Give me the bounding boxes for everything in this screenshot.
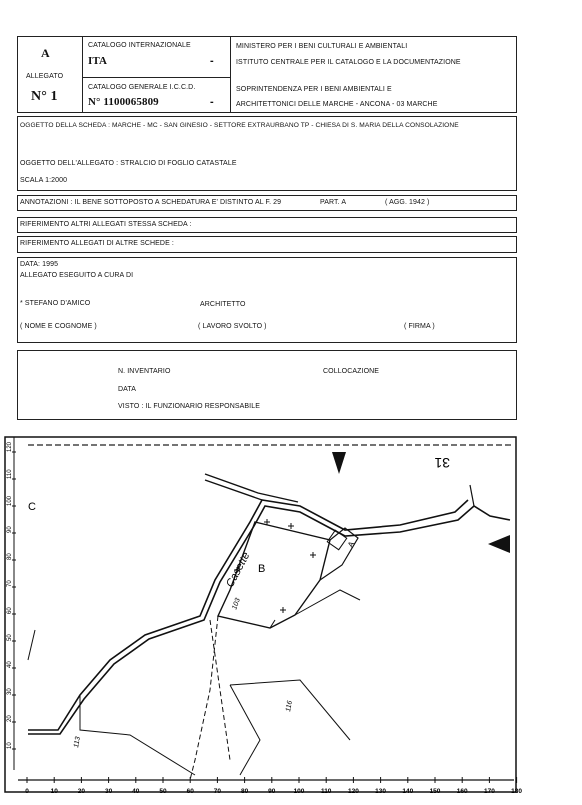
parcel-line-6 [80, 695, 195, 775]
riferimento-stessa-text: RIFERIMENTO ALTRI ALLEGATI STESSA SCHEDA : [20, 221, 192, 228]
parcel-b-label: B [258, 563, 266, 575]
road-north-2 [205, 474, 298, 502]
allegato-letter: A [41, 46, 50, 60]
parcel-c-label: C [28, 501, 36, 513]
header-divider-1 [82, 36, 83, 113]
left-tick-label: 40 [7, 661, 13, 668]
allegato-label: ALLEGATO [26, 73, 64, 80]
bottom-tick-label: 30 [104, 788, 113, 795]
catalogo-internazionale-value: ITA [88, 55, 108, 67]
left-tick-label: 90 [7, 526, 13, 533]
parcel-103-label: 103 [231, 597, 242, 611]
scala-text: SCALA 1:2000 [20, 177, 68, 184]
catalogo-generale-value: N° 1100065809 [88, 96, 159, 108]
parcel-line-8 [28, 630, 35, 660]
left-tick-label: 20 [7, 715, 13, 722]
nome-value: * STEFANO D'AMICO [20, 300, 91, 307]
parcel-113-label: 113 [73, 736, 82, 749]
annotazioni-part: PART. A [320, 199, 347, 206]
bottom-tick-label: 170 [483, 788, 495, 795]
road-label: Casette [224, 550, 253, 590]
bottom-tick-label: 130 [375, 788, 387, 795]
left-tick-label: 110 [7, 469, 13, 479]
soprintendenza-line-2: ARCHITETTONICI DELLE MARCHE - ANCONA - 03 MARCHE [236, 101, 438, 108]
left-scale-ticks [7, 441, 16, 749]
parcel-a-label: A [345, 539, 357, 549]
inventario-data: DATA [118, 386, 137, 393]
bottom-tick-label: 40 [132, 788, 140, 795]
bottom-tick-label: 160 [456, 788, 468, 795]
allegato-number: N° 1 [31, 89, 58, 104]
bottom-tick-label: 110 [320, 788, 332, 795]
bottom-tick-label: 180 [511, 788, 523, 795]
left-tick-label: 80 [7, 553, 13, 560]
lavoro-label: ( LAVORO SVOLTO ) [198, 323, 267, 330]
dash-2: - [210, 96, 214, 108]
dash-1: - [210, 55, 214, 67]
cura-text: ALLEGATO ESEGUITO A CURA DI [20, 272, 134, 279]
left-tick-label: 60 [7, 607, 13, 614]
bottom-tick-label: 10 [50, 788, 58, 795]
bottom-tick-label: 100 [293, 788, 305, 795]
bottom-tick-label: 0 [25, 788, 29, 795]
east-arrow-icon [488, 535, 510, 553]
bottom-tick-label: 140 [402, 788, 414, 795]
sheet-number: 31 [434, 455, 450, 471]
bottom-tick-label: 150 [429, 788, 441, 795]
road-line-inner [28, 506, 510, 734]
bottom-tick-label: 60 [186, 788, 194, 795]
road-north [205, 480, 262, 500]
oggetto-allegato: OGGETTO DELL'ALLEGATO : STRALCIO DI FOGLIO CATASTALE [20, 160, 237, 167]
istituto-text: ISTITUTO CENTRALE PER IL CATALOGO E LA DOCUMENTAZIONE [236, 59, 461, 66]
visto-text: VISTO : IL FUNZIONARIO RESPONSABILE [118, 403, 260, 410]
header-divider-2 [230, 36, 231, 113]
left-tick-label: 120 [7, 441, 13, 452]
bottom-tick-label: 90 [268, 788, 276, 795]
soprintendenza-line-1: SOPRINTENDENZA PER I BENI AMBIENTALI E [236, 86, 392, 93]
left-tick-label: 30 [7, 688, 13, 695]
data-text: DATA: 1995 [20, 261, 59, 268]
riferimento-altre-text: RIFERIMENTO ALLEGATI DI ALTRE SCHEDE : [20, 240, 174, 247]
parcel-line-3 [210, 620, 230, 760]
road-branch [470, 485, 474, 506]
left-tick-label: 70 [7, 580, 13, 587]
collocazione: COLLOCAZIONE [323, 368, 380, 375]
n-inventario: N. INVENTARIO [118, 368, 171, 375]
lavoro-value: ARCHITETTO [200, 301, 246, 308]
nome-label: ( NOME E COGNOME ) [20, 323, 97, 330]
inventario-block [17, 350, 517, 420]
header-divider-h [82, 77, 230, 78]
bottom-tick-label: 50 [159, 788, 167, 795]
left-tick-label: 10 [7, 742, 13, 749]
bottom-tick-label: 80 [240, 788, 249, 795]
parcel-116-label: 116 [285, 700, 294, 713]
left-tick-label: 50 [7, 634, 13, 641]
annotazioni-agg: ( AGG. 1942 ) [385, 199, 430, 206]
parcel-line-1 [190, 616, 218, 780]
bottom-tick-label: 120 [347, 788, 359, 795]
cadastral-map [0, 430, 582, 800]
catalogo-generale-label: CATALOGO GENERALE I.C.C.D. [88, 84, 196, 91]
ministero-text: MINISTERO PER I BENI CULTURALI E AMBIENTALI [236, 43, 408, 50]
left-tick-label: 100 [7, 495, 13, 506]
parcel-line-5 [230, 685, 260, 775]
firma-label: ( FIRMA ) [404, 323, 435, 330]
annotazioni-text: ANNOTAZIONI : IL BENE SOTTOPOSTO A SCHEDATURA E' DISTINTO AL F. 29 [20, 199, 282, 206]
bottom-tick-label: 20 [77, 788, 86, 795]
bottom-tick-label: 70 [213, 788, 222, 795]
north-arrow-icon [332, 452, 346, 474]
catalogo-internazionale-label: CATALOGO INTERNAZIONALE [88, 42, 191, 49]
oggetto-scheda: OGGETTO DELLA SCHEDA : MARCHE - MC - SAN GINESIO - SETTORE EXTRAURBANO TP - CHIESA DI S. MARIA DELLA CONSOLAZIONE [20, 122, 459, 129]
